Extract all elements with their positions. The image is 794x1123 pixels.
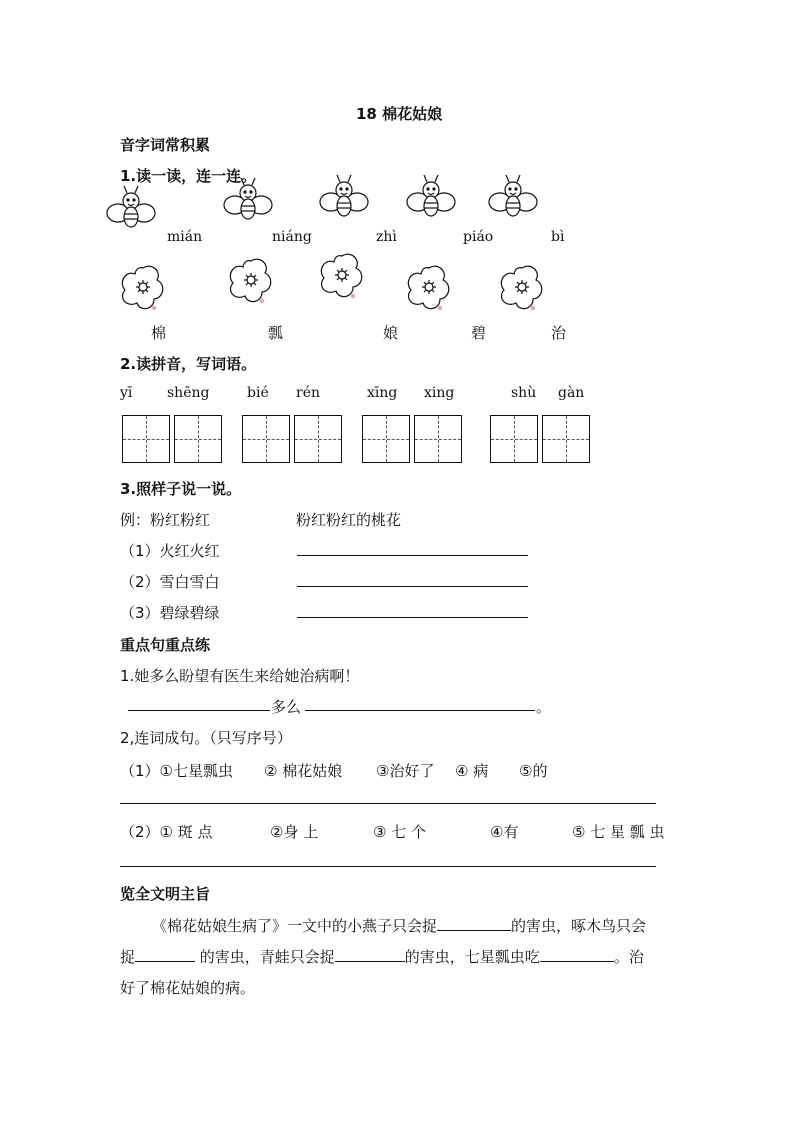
pinyin-q2-6: xing <box>424 385 455 401</box>
pinyin-4: piáo <box>463 229 494 245</box>
paragraph-line-1 <box>152 915 646 936</box>
bee-icon <box>318 172 370 224</box>
char-3: 娘 <box>383 324 399 342</box>
bee-icon <box>105 183 157 235</box>
pinyin-q2-3: bié <box>247 385 269 401</box>
answer-line[interactable] <box>297 555 528 556</box>
paragraph-line-3: 好了棉花姑娘的病。 <box>120 979 256 997</box>
flower-icon <box>118 262 168 314</box>
flower-icon <box>497 262 547 314</box>
char-1: 棉 <box>151 324 167 342</box>
row2-word-4: ④有 <box>490 823 519 841</box>
bee-icon <box>487 172 539 224</box>
pinyin-q2-4: rén <box>296 385 320 401</box>
answer-line[interactable] <box>305 710 535 711</box>
answer-line[interactable] <box>297 586 528 587</box>
pinyin-q2-7: shù <box>511 385 537 401</box>
answer-line[interactable] <box>120 866 656 867</box>
char-5: 治 <box>551 324 567 342</box>
pinyin-2: niáng <box>272 229 312 245</box>
writing-box[interactable] <box>542 415 590 463</box>
pinyin-3: zhì <box>376 229 397 245</box>
paragraph-text: 的害虫，青蛙只会捉 <box>195 948 335 966</box>
writing-box[interactable] <box>122 415 170 463</box>
char-4: 碧 <box>471 324 487 342</box>
flower-icon <box>404 262 454 314</box>
writing-box[interactable] <box>362 415 410 463</box>
paragraph-line-2 <box>120 946 644 967</box>
section-heading-2: 重点句重点练 <box>120 636 211 654</box>
answer-blank[interactable] <box>437 916 511 931</box>
row2-word-5: ⑤ 七 星 瓢 虫 <box>572 823 665 841</box>
row1-word-1: （1）①七星瓢虫 <box>120 762 233 780</box>
row2-word-1: （2）① 斑 点 <box>120 823 213 841</box>
row1-word-5: ⑤的 <box>519 762 548 780</box>
paragraph-text: 。治 <box>613 948 644 966</box>
pinyin-5: bì <box>551 229 565 245</box>
page-title: 18 棉花姑娘 <box>356 105 443 123</box>
writing-box[interactable] <box>242 415 290 463</box>
sentence-end: 。 <box>536 698 552 716</box>
paragraph-text: 的害虫，啄木鸟只会 <box>511 917 647 935</box>
answer-line[interactable] <box>128 710 270 711</box>
pinyin-1: mián <box>167 229 203 245</box>
row1-word-2: ② 棉花姑娘 <box>264 762 343 780</box>
q3-item-2: （2）雪白雪白 <box>120 573 220 591</box>
pinyin-q2-8: gàn <box>558 385 585 401</box>
q3-item-1: （1）火红火红 <box>120 542 220 560</box>
question-connect-label: 2,连词成句。（只写序号） <box>120 729 292 747</box>
question-2-label: 2.读拼音，写词语。 <box>120 355 257 373</box>
pinyin-q2-1: yī <box>120 385 133 401</box>
pinyin-q2-5: xīng <box>367 385 398 401</box>
question-3-label: 3.照样子说一说。 <box>120 480 242 498</box>
section-heading-3: 览全文明主旨 <box>120 885 211 903</box>
bee-icon <box>405 172 457 224</box>
paragraph-text: 《棉花姑娘生病了》一文中的小燕子只会捉 <box>152 917 438 935</box>
question-1-label: 1.读一读，连一连。 <box>120 167 257 185</box>
flower-icon <box>226 255 276 307</box>
paragraph-text: 捉 <box>120 948 136 966</box>
answer-line[interactable] <box>120 803 656 804</box>
char-2: 瓢 <box>268 324 284 342</box>
row1-word-3: ③治好了 <box>376 762 435 780</box>
writing-box[interactable] <box>174 415 222 463</box>
row1-word-4: ④ 病 <box>455 762 489 780</box>
sentence-middle: 多么 <box>271 698 302 716</box>
example-left: 例：粉红粉红 <box>120 511 211 529</box>
row2-word-3: ③ 七 个 <box>373 823 426 841</box>
answer-blank[interactable] <box>135 947 195 962</box>
bee-icon <box>222 175 274 227</box>
writing-box[interactable] <box>414 415 462 463</box>
answer-line[interactable] <box>297 617 528 618</box>
pinyin-q2-2: shēng <box>167 385 210 401</box>
q3-item-3: （3）碧绿碧绿 <box>120 604 220 622</box>
example-right: 粉红粉红的桃花 <box>296 511 402 529</box>
section-heading-1: 音字词常积累 <box>120 136 211 154</box>
row2-word-2: ②身 上 <box>270 823 319 841</box>
writing-box[interactable] <box>294 415 342 463</box>
answer-blank[interactable] <box>540 947 614 962</box>
sentence-1: 1.她多么盼望有医生来给她治病啊！ <box>120 667 360 685</box>
paragraph-text: 的害虫，七星瓢虫吃 <box>404 948 540 966</box>
answer-blank[interactable] <box>335 947 405 962</box>
flower-icon <box>317 250 367 302</box>
writing-box[interactable] <box>490 415 538 463</box>
